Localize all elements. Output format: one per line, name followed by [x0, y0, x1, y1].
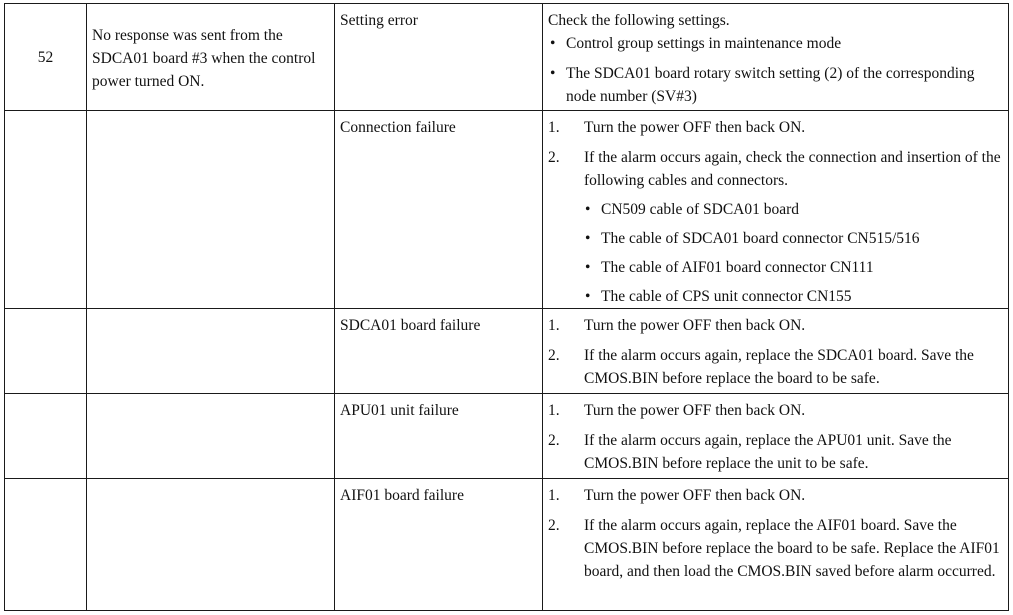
cause-text: SDCA01 board failure [340, 317, 481, 334]
step-text: Turn the power OFF then back ON. [584, 402, 806, 419]
alarm-message-cell [87, 4, 335, 111]
list-item [548, 314, 1002, 337]
remedy-sub-bullet-list [584, 198, 1002, 308]
step-number: 2. [548, 149, 560, 166]
bullet-icon: • [585, 201, 591, 218]
list-item [548, 514, 1002, 583]
bullet-icon: • [585, 259, 591, 276]
alarm-message-cell [87, 479, 335, 611]
alarm-number-cell [5, 394, 87, 479]
cause-text: AIF01 board failure [340, 487, 464, 504]
remedy-cell [543, 394, 1009, 479]
step-text: Turn the power OFF then back ON. [584, 487, 806, 504]
cause-text: Connection failure [340, 119, 456, 136]
list-item: • The cable of CPS unit connector CN155 [584, 285, 1002, 308]
remedy-cell [543, 309, 1009, 394]
step-text: If the alarm occurs again, replace the SDCA01 board. Save the CMOS.BIN before replace the board to be safe. [584, 347, 974, 387]
alarm-number: 52 [37, 48, 54, 66]
step-number: 1. [548, 402, 560, 419]
cause-cell [335, 394, 543, 479]
step-text: Turn the power OFF then back ON. [584, 119, 806, 136]
bullet-icon: • [585, 288, 591, 305]
remedy-step-list [548, 484, 1002, 583]
list-item [548, 399, 1002, 422]
step-number: 2. [548, 432, 560, 449]
list-item: • Control group settings in maintenance mode [548, 32, 1002, 55]
list-item [548, 429, 1002, 475]
table-row [5, 4, 1009, 111]
list-item: • The cable of AIF01 board connector CN111 [584, 256, 1002, 279]
step-text: Turn the power OFF then back ON. [584, 317, 806, 334]
step-text: If the alarm occurs again, check the connection and insertion of the following cables and connectors. [584, 149, 1001, 189]
alarm-message-cell [87, 111, 335, 309]
cause-cell [335, 479, 543, 611]
list-item: • The SDCA01 board rotary switch setting (2) of the corresponding node number (SV#3) [548, 62, 1002, 108]
remedy-intro: Check the following settings. [548, 12, 730, 29]
alarm-message-cell [87, 394, 335, 479]
alarm-number-cell [5, 309, 87, 394]
cause-text: Setting error [340, 12, 418, 29]
step-number: 1. [548, 317, 560, 334]
remedy-bullet-list [548, 32, 1002, 108]
step-number: 1. [548, 119, 560, 136]
cause-text: APU01 unit failure [340, 402, 459, 419]
step-text: If the alarm occurs again, replace the AIF01 board. Save the CMOS.BIN before replace the board to be safe. Replace the AIF01 board, and then load the CMOS.BIN saved before alarm occurred. [584, 517, 1000, 580]
table-row [5, 479, 1009, 611]
step-number: 2. [548, 517, 560, 534]
alarm-number-cell [5, 479, 87, 611]
list-item: • CN509 cable of SDCA01 board [584, 198, 1002, 221]
list-item: • The cable of SDCA01 board connector CN515/516 [584, 227, 1002, 250]
table-row [5, 394, 1009, 479]
list-item [548, 116, 1002, 139]
remedy-step-list [548, 116, 1002, 308]
bullet-icon: • [550, 65, 556, 82]
remedy-step-list [548, 399, 1002, 475]
alarm-table [4, 3, 1009, 611]
list-item [548, 484, 1002, 507]
remedy-cell [543, 479, 1009, 611]
step-number: 2. [548, 347, 560, 364]
cause-cell [335, 309, 543, 394]
alarm-number-cell [5, 4, 87, 111]
table-row [5, 111, 1009, 309]
alarm-message: No response was sent from the SDCA01 board #3 when the control power turned ON. [92, 27, 316, 90]
bullet-icon: • [550, 35, 556, 52]
list-item [548, 344, 1002, 390]
step-text: If the alarm occurs again, replace the APU01 unit. Save the CMOS.BIN before replace the unit to be safe. [584, 432, 952, 472]
table-row [5, 309, 1009, 394]
list-item [548, 146, 1002, 308]
alarm-number-cell [5, 111, 87, 309]
step-number: 1. [548, 487, 560, 504]
cause-cell [335, 4, 543, 111]
remedy-cell [543, 4, 1009, 111]
alarm-message-cell [87, 309, 335, 394]
remedy-cell [543, 111, 1009, 309]
cause-cell [335, 111, 543, 309]
remedy-step-list [548, 314, 1002, 390]
bullet-icon: • [585, 230, 591, 247]
